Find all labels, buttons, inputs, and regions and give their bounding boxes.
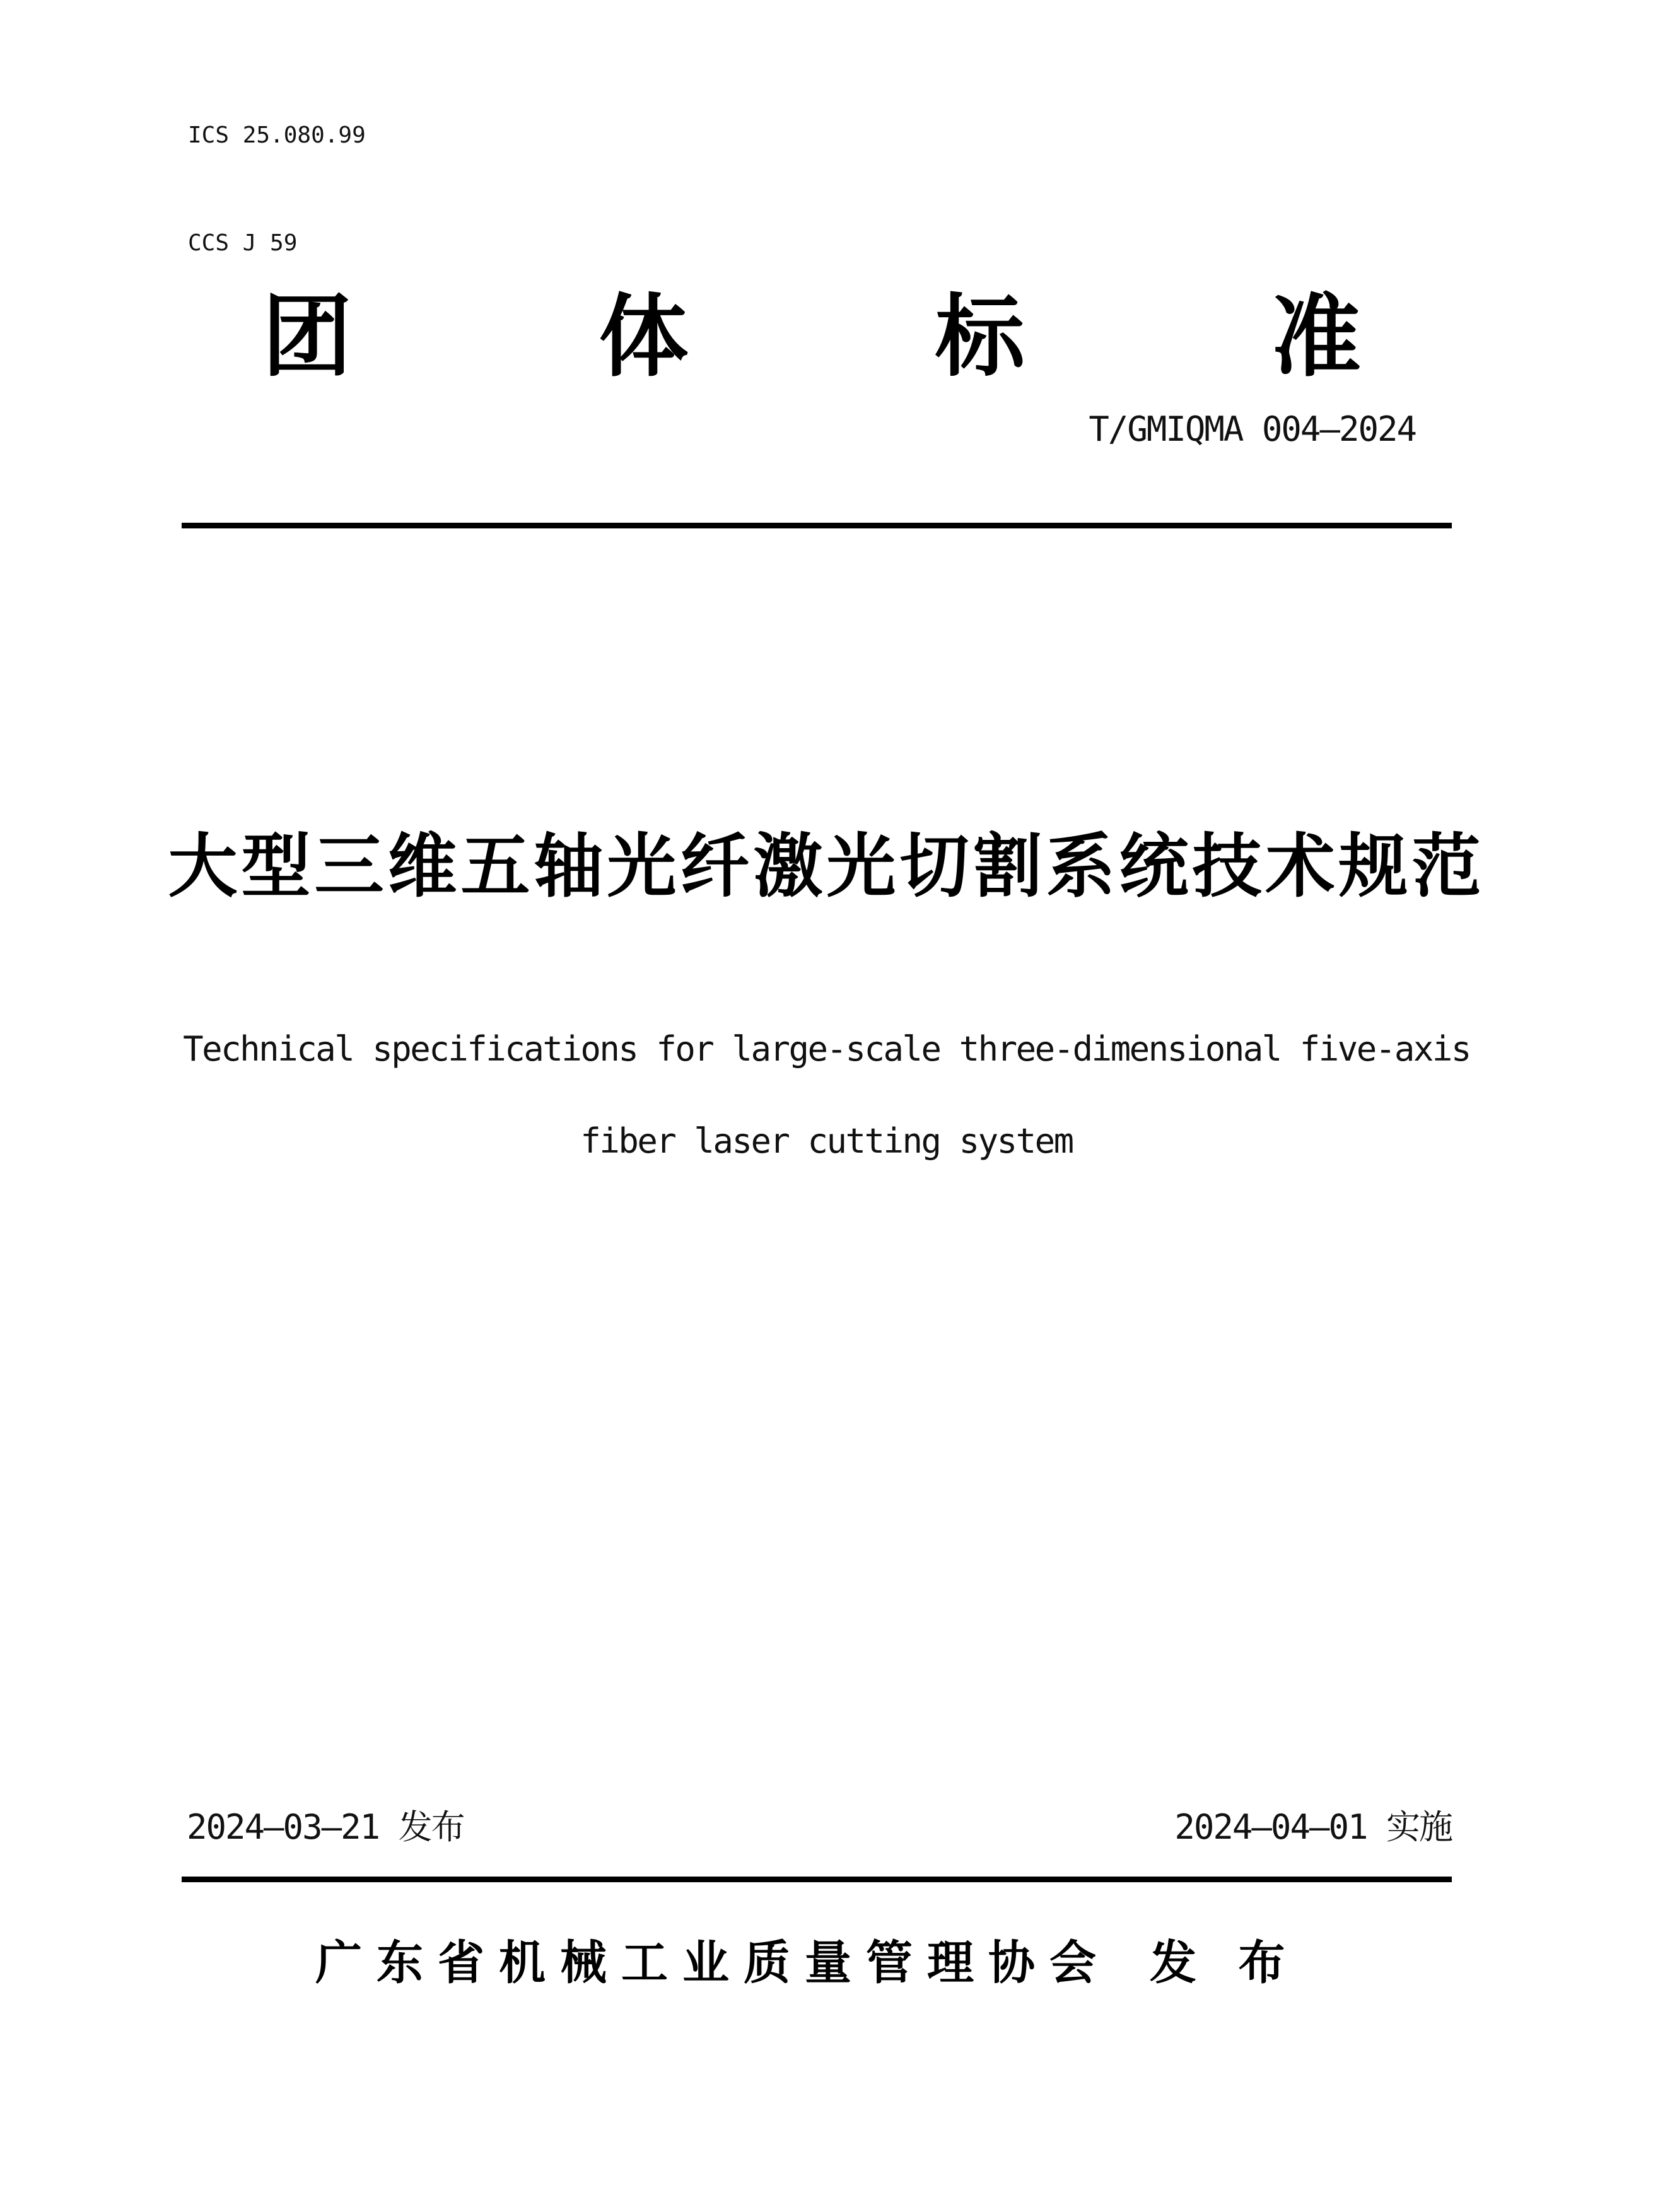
implementation-date-line	[1174, 1807, 1452, 1848]
document-title-zh: 大型三维五轴光纤激光切割系统技术规范	[168, 828, 1485, 905]
issue-action-label: 发 布	[1150, 1936, 1300, 1989]
issuing-organization: 广东省机械工业质量管理协会	[315, 1936, 1111, 1989]
document-title-en-line1: Technical specifications for large-scale three-dimensional five-axis	[183, 1029, 1470, 1069]
standard-type-char-3: 标	[935, 287, 1025, 387]
implementation-date: 2024—04—01	[1174, 1807, 1367, 1847]
ics-code: ICS 25.080.99	[188, 122, 366, 148]
standard-type-char-1: 团	[262, 287, 352, 387]
bottom-divider-line	[182, 1877, 1452, 1882]
standard-number: T/GMIQMA 004—2024	[1089, 409, 1416, 449]
release-date: 2024—03—21	[187, 1807, 380, 1847]
document-title-en-line2: fiber laser cutting system	[580, 1121, 1073, 1161]
standard-type-char-2: 体	[599, 287, 689, 387]
standard-type-char-4: 准	[1271, 287, 1361, 387]
standard-type-title	[262, 287, 1361, 388]
release-date-line	[187, 1807, 464, 1848]
implementation-label: 实施	[1386, 1807, 1452, 1847]
release-label: 发布	[398, 1807, 464, 1847]
top-divider-line	[182, 523, 1452, 528]
publisher-row	[315, 1935, 1300, 1991]
ccs-code: CCS J 59	[188, 230, 298, 256]
